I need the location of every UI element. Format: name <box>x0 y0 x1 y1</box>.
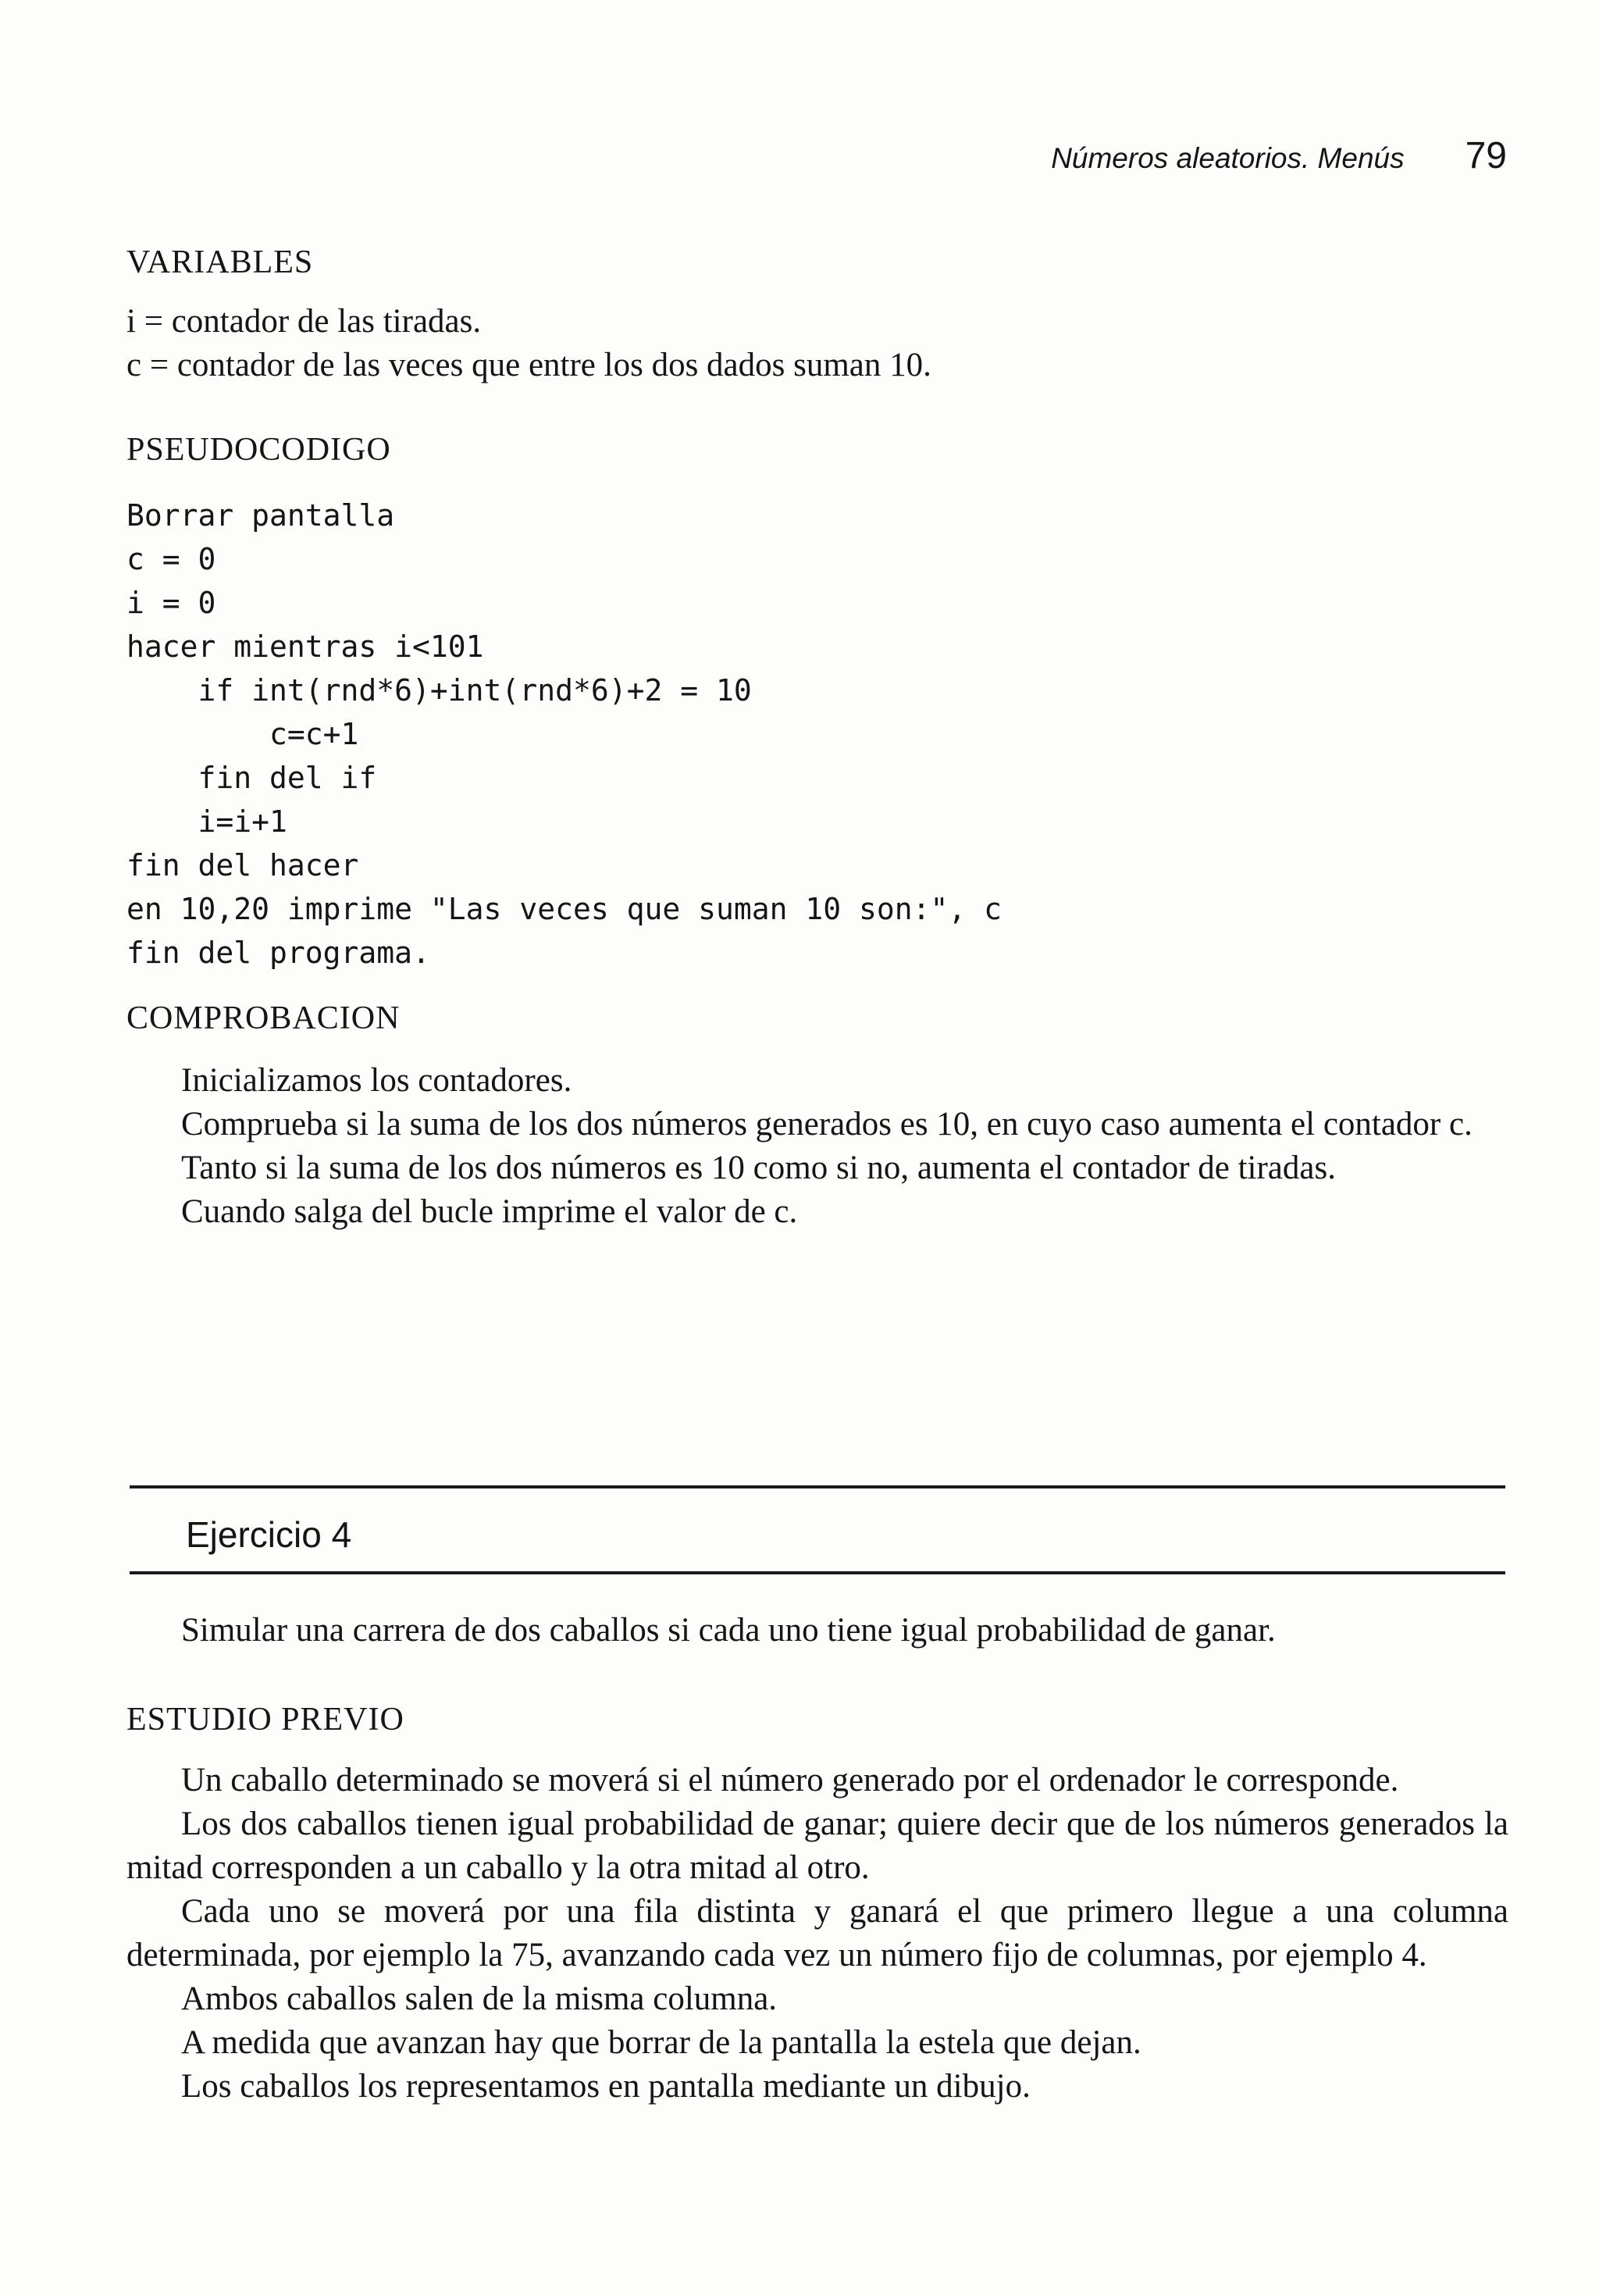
exercise-statement <box>181 1609 1276 1652</box>
variables-list <box>126 300 1508 387</box>
exercise-title: Ejercicio 4 <box>186 1514 352 1555</box>
variable-c-definition: c = contador de las veces que entre los dos dados suman 10. <box>126 347 931 383</box>
paragraph: A medida que avanzan hay que borrar de la pantalla la estela que dejan. <box>181 2024 1141 2061</box>
paragraph: Cuando salga del bucle imprime el valor de c. <box>181 1193 798 1230</box>
paragraph: Ambos caballos salen de la misma columna. <box>181 1980 778 2017</box>
paragraph: Cada uno se moverá por una fila distinta y ganará el que primero llegue a una columna determinada, por ejemplo la 75, avanzando cada vez un número fijo de columnas, por ejemplo 4. <box>126 1893 1508 1973</box>
comprobacion-heading: COMPROBACION <box>126 1000 401 1036</box>
paragraph: Tanto si la suma de los dos números es 10 como si no, aumenta el contador de tiradas. <box>181 1150 1336 1186</box>
pseudocode-heading: PSEUDOCODIGO <box>126 432 391 468</box>
exercise-top-rule <box>130 1485 1505 1488</box>
paragraph: Un caballo determinado se moverá si el número generado por el ordenador le corresponde. <box>181 1762 1399 1799</box>
exercise-bottom-rule <box>130 1571 1505 1574</box>
variables-heading: VARIABLES <box>126 244 314 280</box>
estudio-previo-text <box>126 1759 1508 2109</box>
running-title: Números aleatorios. Menús <box>1051 142 1405 174</box>
paragraph: Los caballos los representamos en pantalla mediante un dibujo. <box>181 2068 1031 2105</box>
comprobacion-text <box>126 1059 1508 1234</box>
paragraph: Inicializamos los contadores. <box>181 1062 572 1099</box>
paragraph: Comprueba si la suma de los dos números generados es 10, en cuyo caso aumenta el contador c. <box>181 1106 1473 1143</box>
estudio-previo-heading: ESTUDIO PREVIO <box>126 1702 404 1738</box>
page-number: 79 <box>1465 135 1507 176</box>
variable-i-definition: i = contador de las tiradas. <box>126 303 482 340</box>
exercise-statement-text: Simular una carrera de dos caballos si cada uno tiene igual probabilidad de ganar. <box>181 1612 1276 1649</box>
pseudocode-listing: Borrar pantalla c = 0 i = 0 hacer mientras i<101 if int(rnd*6)+int(rnd*6)+2 = 10 c=c+1 fin del if i=i+1 fin del hacer en 10,20 imprime "Las veces que suman 10 son:", c fin del programa. <box>126 498 1002 970</box>
running-header <box>1031 134 1507 181</box>
paragraph: Los dos caballos tienen igual probabilidad de ganar; quiere decir que de los números generados la mitad corresponden a un caballo y la otra mitad al otro. <box>126 1806 1508 1886</box>
